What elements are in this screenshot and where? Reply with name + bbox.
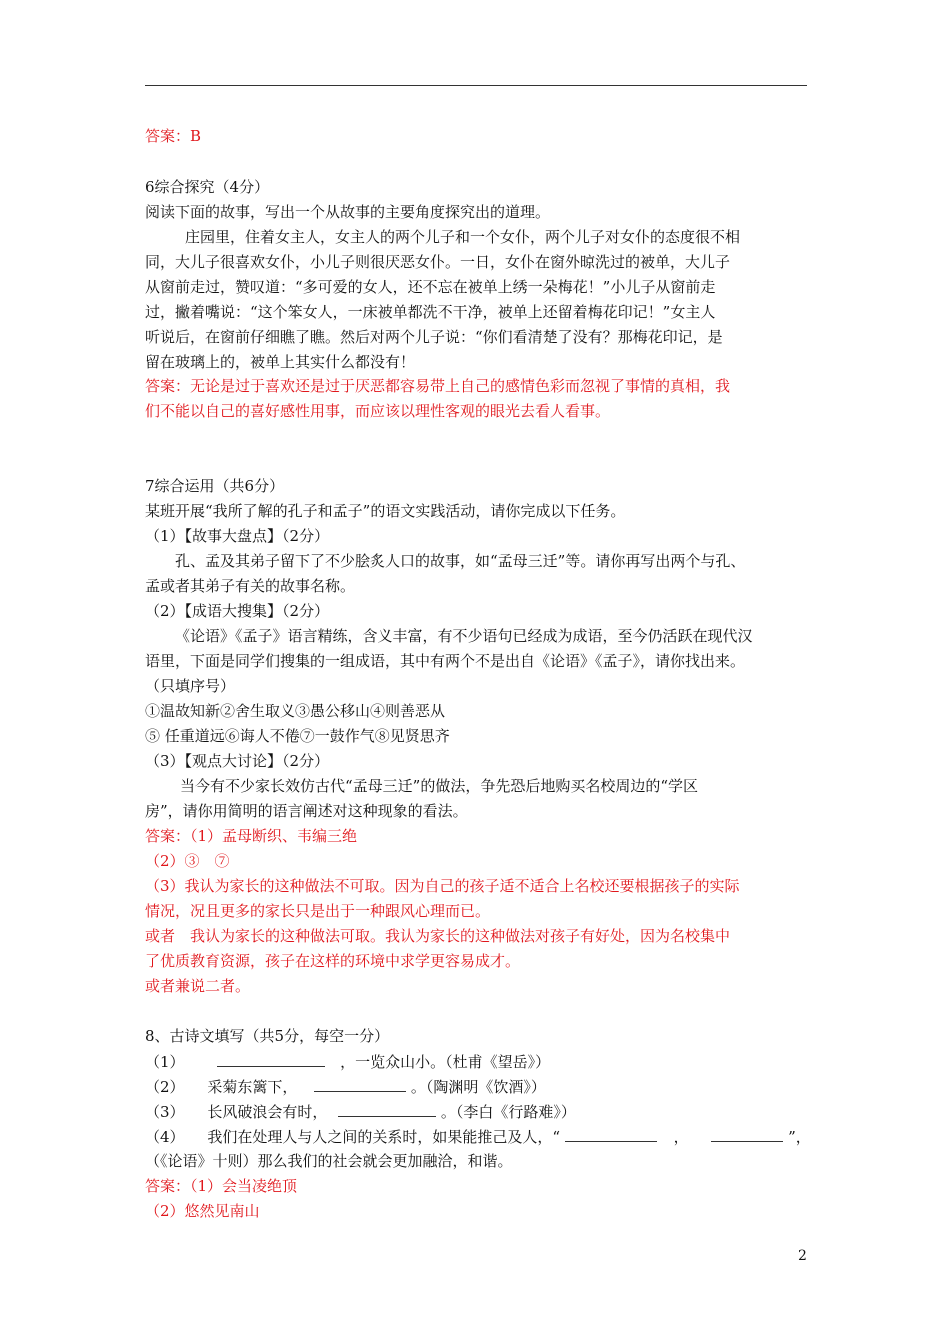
fill-blank-3[interactable] (338, 1101, 436, 1117)
q7-intro: 某班开展“我所了解的孔子和孟子”的语文实践活动，请你完成以下任务。 (145, 502, 626, 520)
q8-item-2 (145, 1076, 546, 1097)
q8-item-4 (145, 1126, 811, 1147)
q7-title: 7综合运用（共6分） (145, 477, 285, 495)
q6-story-line: 听说后，在窗前仔细瞧了瞧。然后对两个儿子说：“你们看清楚了没有？那梅花印记，是 (145, 328, 723, 346)
q7-answer-line: （3）我认为家长的这种做法不可取。因为自己的孩子适不适合上名校还要根据孩子的实际 (145, 877, 740, 895)
q8-item-num: （2） (145, 1078, 185, 1096)
q7-task2-text: 语里，下面是同学们搜集的一组成语，其中有两个不是出自《论语》《孟子》，请你找出来。 (145, 652, 746, 670)
q6-title: 6综合探究（4分） (145, 178, 270, 196)
q6-story-line: 同，大儿子很喜欢女仆，小儿子则很厌恶女仆。一日，女仆在窗外晾洗过的被单，大儿子 (145, 253, 731, 271)
q7-answer-line: 情况，况且更多的家长只是出于一种跟风心理而已。 (145, 902, 491, 920)
q7-task3-text: 当今有不少家长效仿古代“孟母三迁”的做法，争先恐后地购买名校周边的“学区 (180, 777, 699, 795)
q6-story-line: 过，撇着嘴说：“这个笨女人，一床被单都洗不干净，被单上还留着梅花印记！”女主人 (145, 303, 716, 321)
q7-task1-text: 孟或者其弟子有关的故事名称。 (145, 577, 356, 595)
header-rule (145, 85, 807, 86)
q8-item-text: ， (673, 1128, 689, 1146)
q7-answer-line: 了优质教育资源，孩子在这样的环境中求学更容易成才。 (145, 952, 521, 970)
q8-item-3 (145, 1101, 576, 1122)
q8-item-1 (145, 1051, 550, 1072)
q8-answer-line: （2）悠然见南山 (145, 1202, 260, 1220)
q8-answer-line: 答案：（1）会当凌绝顶 (145, 1177, 298, 1195)
fill-blank-2[interactable] (314, 1076, 406, 1092)
q7-task2-text: 《论语》《孟子》语言精练，含义丰富，有不少语句已经成为成语，至今仍活跃在现代汉 (175, 627, 753, 645)
fill-blank-4a[interactable] (565, 1126, 657, 1142)
q6-answer-line: 们不能以自己的喜好感性用事，而应该以理性客观的眼光去看人看事。 (145, 402, 611, 420)
q8-item-num: （3） (145, 1103, 185, 1121)
q7-answer-line: 或者兼说二者。 (145, 977, 251, 995)
answer-q5: 答案：B (145, 127, 202, 145)
q8-item-text: 长风破浪会有时， (207, 1103, 328, 1121)
q8-item-text: ，一览众山小。（杜甫《望岳》） (340, 1053, 551, 1071)
q6-instruction: 阅读下面的故事，写出一个从故事的主要角度探究出的道理。 (145, 203, 551, 221)
page-number: 2 (798, 1248, 807, 1264)
q7-task3-text: 房”，请你用简明的语言阐述对这种现象的看法。 (145, 802, 468, 820)
q7-idioms: ①温故知新②舍生取义③愚公移山④则善恶从 (145, 702, 446, 720)
q7-task1-label: （1）【故事大盘点】（2分） (145, 527, 330, 545)
q8-item-num: （4） (145, 1128, 185, 1146)
q6-story-line: 庄园里，住着女主人，女主人的两个儿子和一个女仆，两个儿子对女仆的态度很不相 (185, 228, 741, 246)
q8-item-text: 。（陶渊明《饮酒》） (410, 1078, 546, 1096)
q7-task3-label: （3）【观点大讨论】（2分） (145, 752, 330, 770)
q7-task2-label: （2）【成语大搜集】（2分） (145, 602, 330, 620)
q6-story-line: 从窗前走过，赞叹道：“多可爱的女人，还不忘在被单上绣一朵梅花！”小儿子从窗前走 (145, 278, 716, 296)
q8-item-text: 我们在处理人与人之间的关系时，如果能推己及人，“ (207, 1128, 560, 1146)
q7-answer-line: 答案：（1）孟母断织、韦编三绝 (145, 827, 358, 845)
fill-blank-1[interactable] (217, 1051, 325, 1067)
q7-answer-line: （2）③ ⑦ (145, 852, 230, 870)
q6-story-line: 留在玻璃上的，被单上其实什么都没有！ (145, 353, 416, 371)
q8-item-text: 。（李白《行路难》） (440, 1103, 576, 1121)
q6-answer-line: 答案：无论是过于喜欢还是过于厌恶都容易带上自己的感情色彩而忽视了事情的真相，我 (145, 377, 731, 395)
q8-item-4-cont: （《论语》十则）那么我们的社会就会更加融洽，和谐。 (145, 1152, 513, 1170)
q8-item-text: ”， (788, 1128, 811, 1146)
fill-blank-4b[interactable] (711, 1126, 783, 1142)
q8-title: 8、古诗文填写（共5分，每空一分） (145, 1027, 390, 1045)
q7-task2-text: （只填序号） (145, 677, 236, 695)
q8-item-num: （1） (145, 1053, 185, 1071)
q7-idioms: ⑤ 任重道远⑥诲人不倦⑦一鼓作气⑧见贤思齐 (145, 727, 450, 745)
q8-item-text: 采菊东篱下， (207, 1078, 298, 1096)
q7-task1-text: 孔、孟及其弟子留下了不少脍炙人口的故事，如“孟母三迁”等。请你再写出两个与孔、 (175, 552, 746, 570)
q7-answer-line: 或者 我认为家长的这种做法可取。我认为家长的这种做法对孩子有好处，因为名校集中 (145, 927, 731, 945)
